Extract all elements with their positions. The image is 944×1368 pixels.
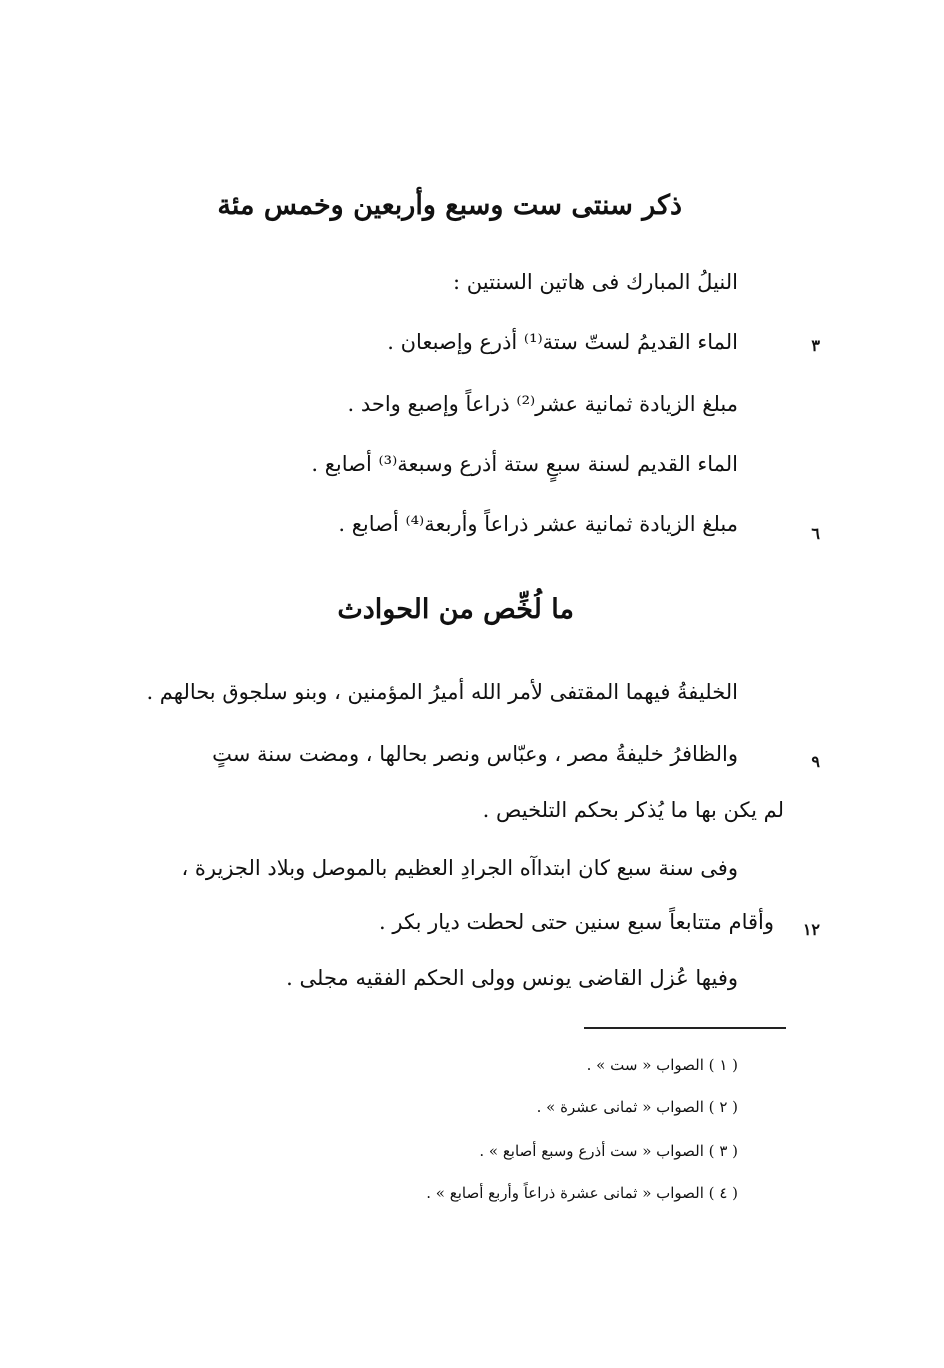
nile-line: الماء القديم لسنة سبعٍ ستة أذرع وسبعة⁽³⁾ أصابع .	[311, 452, 738, 476]
nile-intro: النيلُ المبارك فى هاتين السنتين :	[453, 270, 738, 294]
nile-line: مبلغ الزيادة ثمانية عشر ذراعاً وأربعة⁽⁴⁾ أصابع .	[338, 512, 738, 536]
footnote-divider	[584, 1027, 786, 1029]
footnote: ( ٣ ) الصواب « ست أذرع وسبع أصابع » .	[479, 1142, 738, 1160]
section-heading-events: ما لُخِّص من الحوادث	[337, 594, 574, 625]
nile-line: مبلغ الزيادة ثمانية عشر⁽²⁾ ذراعاً وإصبع واحد .	[347, 392, 738, 416]
section-heading-years: ذكر سنتى ست وسبع وأربعين وخمس مئة	[217, 190, 682, 221]
line-number: ٩	[811, 752, 820, 771]
event-line: وفيها عُزل القاضى يونس وولى الحكم الفقيه مجلى .	[286, 966, 738, 990]
event-line: وفى سنة سبع كان ابتداآه الجرادِ العظيم بالموصل وبلاد الجزيرة ،	[181, 856, 738, 880]
line-number: ٦	[811, 524, 820, 543]
nile-line: الماء القديمُ لستّ ستة⁽¹⁾ أذرع وإصبعان .	[387, 330, 738, 354]
line-number: ١٢	[802, 920, 820, 939]
footnote: ( ٤ ) الصواب « ثمانى عشرة ذراعاً وأربع أصابع » .	[426, 1184, 738, 1202]
event-line: وأقام متتابعاً سبع سنين حتى لحطت ديار بكر .	[379, 910, 774, 934]
line-number: ٣	[811, 336, 820, 355]
event-line: والظافرُ خليفةُ مصر ، وعبّاس ونصر بحالها ، ومضت سنة ستٍ	[212, 742, 738, 766]
footnote: ( ٢ ) الصواب « ثمانى عشرة » .	[536, 1098, 738, 1116]
event-line: لم يكن بها ما يُذكر بحكم التلخيص .	[482, 798, 784, 822]
event-line: الخليفةُ فيهما المقتفى لأمر الله أميرُ المؤمنين ، وبنو سلجوق بحالهم .	[146, 680, 738, 704]
footnote: ( ١ ) الصواب « ست » .	[586, 1056, 738, 1074]
